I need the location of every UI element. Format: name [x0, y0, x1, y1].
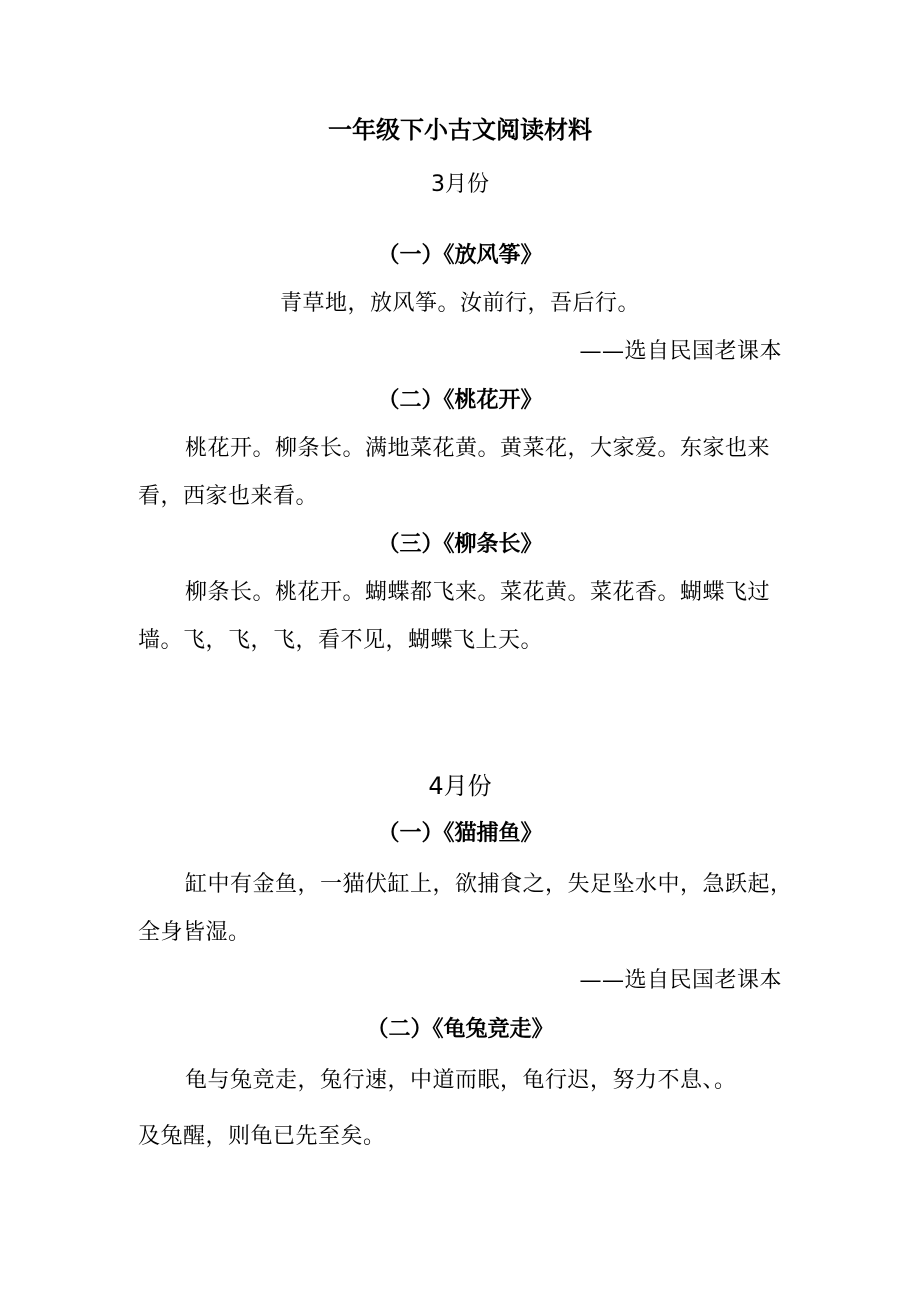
- piece-source: ——选自民国老课本: [579, 968, 782, 993]
- piece-text-line: 全身皆湿。: [138, 920, 251, 945]
- piece-text-line: 桃花开。柳条长。满地菜花黄。黄菜花，大家爱。东家也来: [185, 436, 771, 461]
- piece-heading-fang-feng-zheng: （一）《放风筝》: [377, 243, 543, 268]
- month-heading-march: 3月份: [431, 172, 489, 197]
- piece-text-line: 及兔醒，则龟已先至矣。: [138, 1124, 386, 1149]
- piece-text-line: 龟与兔竞走，兔行速，中道而眠，龟行迟，努力不息、。: [185, 1068, 737, 1093]
- piece-text-line: 青草地，放风筝。汝前行，吾后行。: [279, 291, 640, 316]
- piece-text-line: 缸中有金鱼，一猫伏缸上，欲捕食之，失足坠水中，急跃起，: [185, 872, 793, 897]
- page-title: 一年级下小古文阅读材料: [328, 116, 592, 144]
- piece-text-line: 柳条长。桃花开。蝴蝶都飞来。菜花黄。菜花香。蝴蝶飞过: [185, 580, 771, 605]
- month-heading-april: 4月份: [428, 772, 492, 800]
- piece-heading-liu-tiao-chang: （三）《柳条长》: [377, 532, 543, 557]
- piece-heading-mao-bu-yu: （一）《猫捕鱼》: [377, 821, 543, 846]
- piece-source: ——选自民国老课本: [579, 339, 782, 364]
- piece-text-line: 墙。飞，飞，飞，看不见，蝴蝶飞上天。: [138, 628, 544, 653]
- piece-heading-gui-tu-jing-zou: （二）《龟兔竞走》: [366, 1017, 554, 1042]
- piece-text-line: 看，西家也来看。: [138, 484, 319, 509]
- piece-heading-tao-hua-kai: （二）《桃花开》: [377, 388, 543, 413]
